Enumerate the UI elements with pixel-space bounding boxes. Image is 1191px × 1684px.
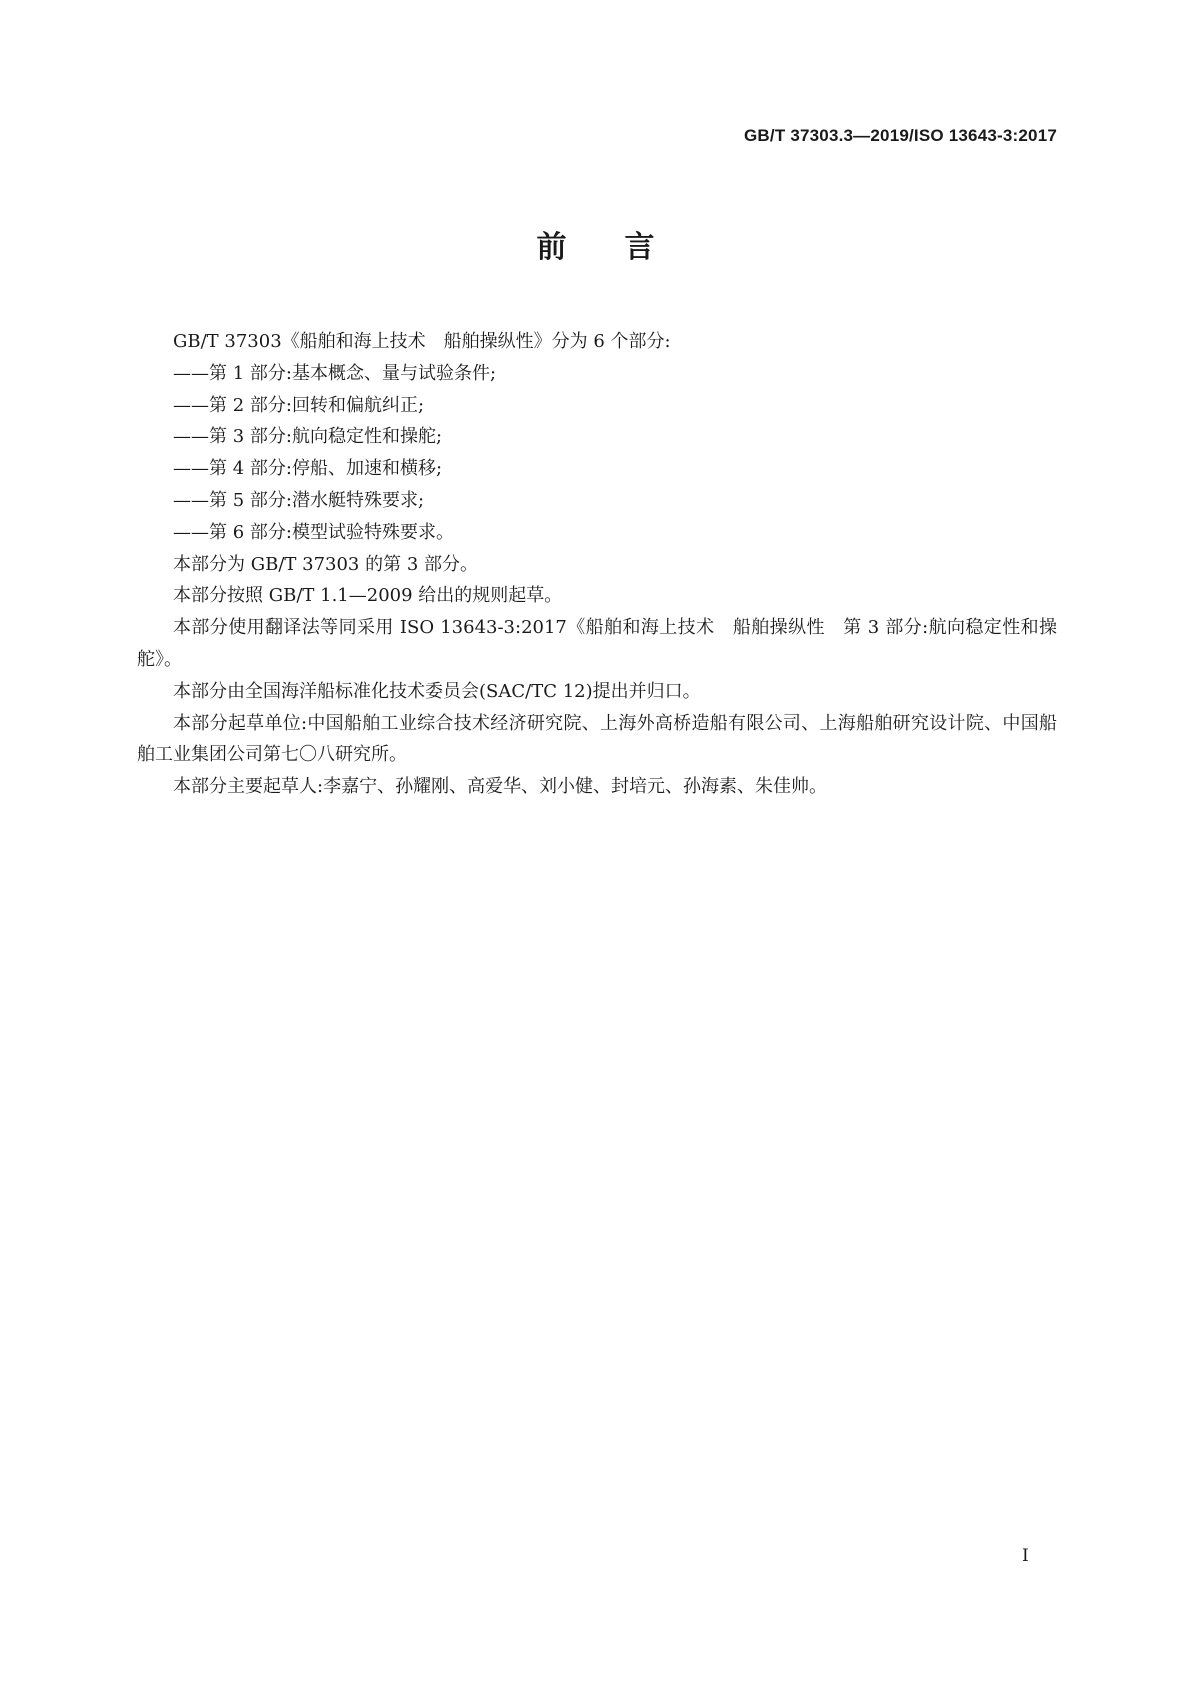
list-item-part-4: ——第 4 部分:停船、加速和横移; — [173, 458, 443, 480]
paragraph-adoption: 本部分使用翻译法等同采用 ISO 13643-3:2017《船舶和海上技术 船舶操纵性 第 3 部分:航向稳定性和操舵》。 — [137, 617, 1057, 670]
paragraph-drafters: 本部分主要起草人:李嘉宁、孙耀刚、高爱华、刘小健、封培元、孙海素、朱佳帅。 — [173, 776, 828, 798]
list-item-part-1: ——第 1 部分:基本概念、量与试验条件; — [173, 362, 497, 384]
paragraph-part-statement: 本部分为 GB/T 37303 的第 3 部分。 — [173, 553, 478, 575]
list-item-part-6: ——第 6 部分:模型试验特殊要求。 — [173, 521, 454, 543]
paragraph-proposer: 本部分由全国海洋船标准化技术委员会(SAC/TC 12)提出并归口。 — [173, 680, 701, 702]
paragraph-drafting-units: 本部分起草单位:中国船舶工业综合技术经济研究院、上海外高桥造船有限公司、上海船舶研究设计院、中国船舶工业集团公司第七〇八研究所。 — [137, 712, 1057, 766]
foreword-body — [137, 326, 1057, 803]
list-item-part-2: ——第 2 部分:回转和偏航纠正; — [173, 394, 425, 416]
page-title: 前言 — [536, 230, 713, 265]
paragraph-drafting-rules: 本部分按照 GB/T 1.1—2009 给出的规则起草。 — [173, 585, 563, 607]
page-number: I — [1022, 1546, 1029, 1566]
list-item-part-3: ——第 3 部分:航向稳定性和操舵; — [173, 426, 443, 448]
paragraph-intro: GB/T 37303《船舶和海上技术 船舶操纵性》分为 6 个部分: — [173, 331, 671, 352]
standard-number-header: GB/T 37303.3—2019/ISO 13643-3:2017 — [744, 126, 1057, 145]
list-item-part-5: ——第 5 部分:潜水艇特殊要求; — [173, 489, 425, 511]
